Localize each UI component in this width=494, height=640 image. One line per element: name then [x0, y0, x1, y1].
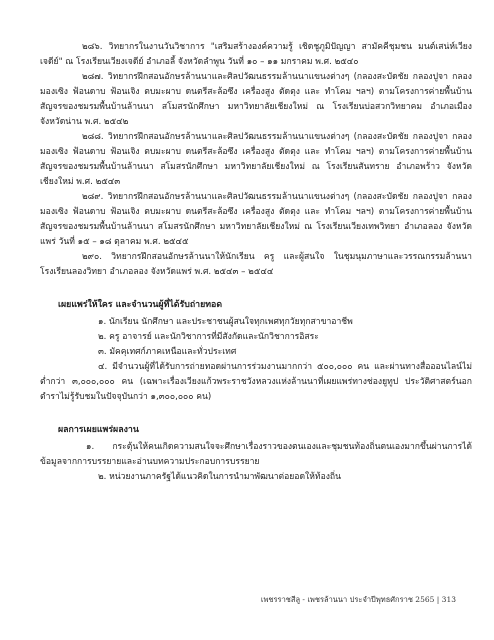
entry-286: ๒๘๖. วิทยากรในงานวันวิชาการ "เสริมสร้างองค์ความรู้ เชิดชูภูมิปัญญา สามัคคีชุมชน มนต์เสน่ห์เวียงเจดีย์" ณ โรงเรียนเวียงเจดีย์ อำเภอลี้ จังหวัดลำพูน วันที่ ๑๐ – ๑๑ มกราคม พ.ศ. ๒๕๔๐ — [40, 42, 472, 67]
page-footer: เพชรราชสีลู - เพชรล้านนา ประจำปีพุทธศักราช 2565 | 313 — [260, 595, 456, 604]
audience-item-3: ๓. มัคคุเทศก์ภาคเหนือและทั่วประเทศ — [98, 347, 237, 357]
audience-item-1: ๑. นักเรียน นักศึกษา และประชาชนผู้สนใจทุกเพศทุกวัยทุกสาขาอาชีพ — [98, 317, 353, 327]
section-heading-results: ผลการเผยแพร่ผลงาน — [58, 425, 139, 435]
document-body — [40, 40, 472, 485]
audience-item-2: ๒. ครู อาจารย์ และนักวิชาการที่มีสังกัดและนักวิชาการอิสระ — [98, 332, 319, 342]
entry-288: ๒๘๘. วิทยากรฝึกสอนอักษรล้านนาและศิลปวัฒนธรรมล้านนาแขนงต่างๆ (กลองสะบัดชัย กลองปูจา กลองมองเซิง ฟ้อนดาบ ฟ้อนเจิง ตบมะผาบ ดนตรีสะล้อซึง เครื่องสูง ตัดตุง และ ทำโคม ฯลฯ) ตามโครงการค่ายพื้นบ้านสัญจรของชมรมพื้นบ้านล้านนา สโมสรนักศึกษา มหาวิทยาลัยเชียงใหม่ ณ โรงเรียนสันทราย อำเภอพร้าว จังหวัดเชียงใหม่ พ.ศ. ๒๕๔๓ — [40, 132, 472, 187]
audience-item-4: ๔. มีจำนวนผู้ที่ได้รับการถ่ายทอดผ่านการร่วมงานมากกว่า ๕๐๐,๐๐๐ คน และผ่านทางสื่อออนไลน์ไม่ต่ำกว่า ๓,๐๐๐,๐๐๐ คน (เฉพาะเรื่องเวียงแก้วพระราชวังหลวงแห่งล้านนาที่เผยแพร่ทางช่องยูทูป ประวัติศาสตร์นอกตำราไม่รู้รับชมในปัจจุบันกว่า ๑,๓๐๐,๐๐๐ คน) — [40, 362, 472, 402]
results-item-1: ๑. กระตุ้นให้คนเกิดความสนใจจะศึกษาเรื่องราวของตนเองและชุมชนท้องถิ่นตนเองมากขึ้นผ่านการได้ข้อมูลจากการบรรยายและอ่านบทความประกอบการบรรยาย — [40, 442, 472, 467]
section-heading-audience: เผยแพร่ให้ใคร และจำนวนผู้ที่ได้รับถ่ายทอด — [58, 300, 223, 310]
spacer — [40, 280, 472, 292]
entry-290: ๒๙๐. วิทยากรฝึกสอนอักษรล้านนาให้นักเรียน ครู และผู้สนใจ ในชุมนุมภาษาและวรรณกรรมล้านนา โรงเรียนลองวิทยา อำเภอลอง จังหวัดแพร่ พ.ศ. ๒๕๔๓ – ๒๕๔๔ — [40, 252, 472, 277]
results-item-2: ๒. หน่วยงานภาครัฐได้แนวคิดในการนำมาพัฒนาต่อยอดให้ท้องถิ่น — [98, 472, 342, 482]
entry-289: ๒๘๙. วิทยากรฝึกสอนอักษรล้านนาและศิลปวัฒนธรรมล้านนาแขนงต่างๆ (กลองสะบัดชัย กลองปูจา กลองมองเซิง ฟ้อนดาบ ฟ้อนเจิง ตบมะผาบ ดนตรีสะล้อซึง เครื่องสูง ตัดตุง และ ทำโคม ฯลฯ) ตามโครงการค่ายพื้นบ้านสัญจรของชมรมพื้นบ้านล้านนา สโมสรนักศึกษา มหาวิทยาลัยเชียงใหม่ ณ โรงเรียนเวียงเทพวิทยา อำเภอลอง จังหวัดแพร่ วันที่ ๑๕ – ๑๘ ตุลาคม พ.ศ. ๒๕๔๕ — [40, 192, 472, 247]
spacer — [40, 405, 472, 417]
entry-287: ๒๘๗. วิทยากรฝึกสอนอักษรล้านนาและศิลปวัฒนธรรมล้านนาแขนงต่างๆ (กลองสะบัดชัย กลองปูจา กลองมองเซิง ฟ้อนดาบ ฟ้อนเจิง ตบมะผาบ ดนตรีสะล้อซึง เครื่องสูง ตัดตุง และ ทำโคม ฯลฯ) ตามโครงการค่ายพื้นบ้านสัญจรของชมรมพื้นบ้านล้านนา สโมสรนักศึกษา มหาวิทยาลัยเชียงใหม่ ณ โรงเรียนบ่อสวกวิทยาคม อำเภอเมือง จังหวัดน่าน พ.ศ. ๒๕๔๒ — [40, 72, 472, 127]
